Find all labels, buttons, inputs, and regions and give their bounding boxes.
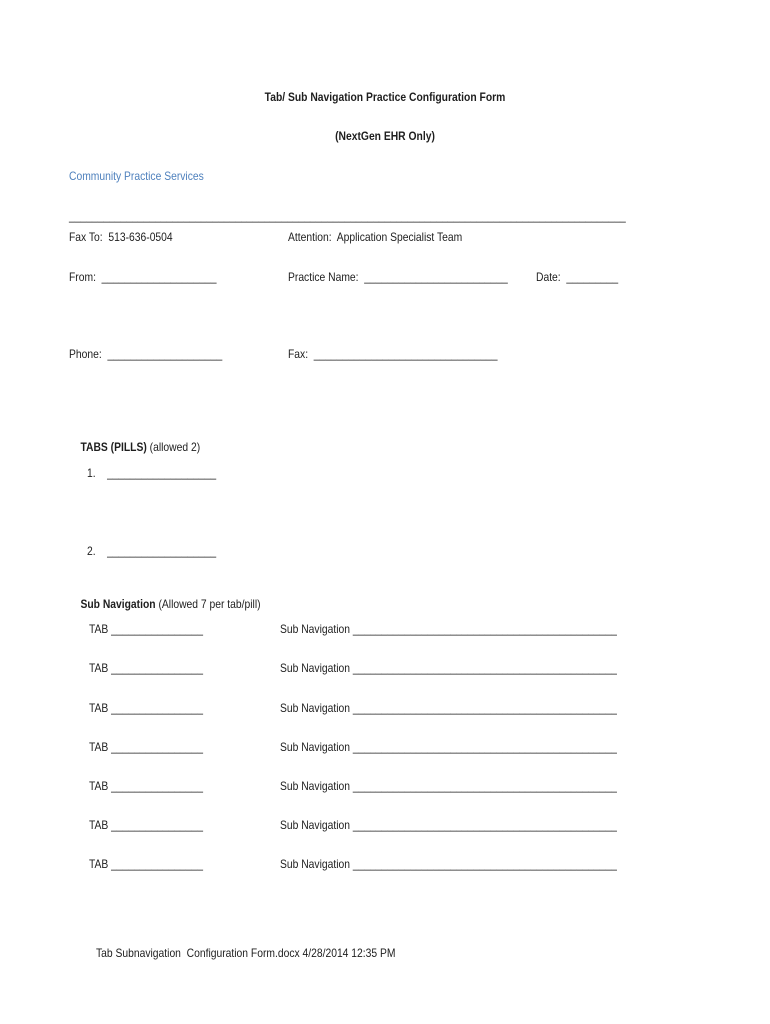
tabs-heading-bold: TABS (PILLS) (80, 440, 147, 454)
subnav-row-1-subnav[interactable]: Sub Navigation ______________________________________________ (280, 622, 617, 636)
tab-item-2[interactable]: 2. ___________________ (87, 544, 217, 558)
subnav-row-1-tab[interactable]: TAB ________________ (89, 622, 204, 636)
attention-label: Attention: Application Specialist Team (288, 230, 463, 244)
subnav-row-7-tab[interactable]: TAB ________________ (89, 857, 204, 871)
tab-item-1[interactable]: 1. ___________________ (87, 466, 217, 480)
fax-field[interactable]: Fax: ________________________________ (288, 347, 498, 361)
tabs-heading (69, 426, 200, 468)
form-subtitle: (NextGen EHR Only) (335, 129, 435, 143)
subnav-row-5-subnav[interactable]: Sub Navigation ______________________________________________ (280, 779, 617, 793)
phone-field[interactable]: Phone: ____________________ (69, 347, 223, 361)
from-field[interactable]: From: ____________________ (69, 270, 217, 284)
date-field[interactable]: Date: _________ (536, 270, 619, 284)
tabs-heading-note: (allowed 2) (146, 440, 201, 454)
subnav-heading (69, 583, 261, 625)
organization-name: Community Practice Services (69, 169, 204, 183)
document-footer: Tab Subnavigation Configuration Form.docx 4/28/2014 12:35 PM (96, 946, 396, 960)
subnav-row-5-tab[interactable]: TAB ________________ (89, 779, 204, 793)
subnav-row-6-tab[interactable]: TAB ________________ (89, 818, 204, 832)
subnav-row-6-subnav[interactable]: Sub Navigation ______________________________________________ (280, 818, 617, 832)
subnav-row-4-subnav[interactable]: Sub Navigation ______________________________________________ (280, 740, 617, 754)
horizontal-rule: _________________________________________________________________________________________________ (69, 209, 626, 223)
fax-to-label: Fax To: 513-636-0504 (69, 230, 173, 244)
subnav-row-3-subnav[interactable]: Sub Navigation ______________________________________________ (280, 701, 617, 715)
subnav-row-7-subnav[interactable]: Sub Navigation ______________________________________________ (280, 857, 617, 871)
subnav-row-2-subnav[interactable]: Sub Navigation ______________________________________________ (280, 661, 617, 675)
subnav-heading-bold: Sub Navigation (80, 597, 156, 611)
subnav-row-3-tab[interactable]: TAB ________________ (89, 701, 204, 715)
practice-name-field[interactable]: Practice Name: _________________________ (288, 270, 508, 284)
subnav-heading-note: (Allowed 7 per tab/pill) (155, 597, 261, 611)
form-title: Tab/ Sub Navigation Practice Configuration Form (264, 90, 506, 104)
subnav-row-4-tab[interactable]: TAB ________________ (89, 740, 204, 754)
subnav-row-2-tab[interactable]: TAB ________________ (89, 661, 204, 675)
